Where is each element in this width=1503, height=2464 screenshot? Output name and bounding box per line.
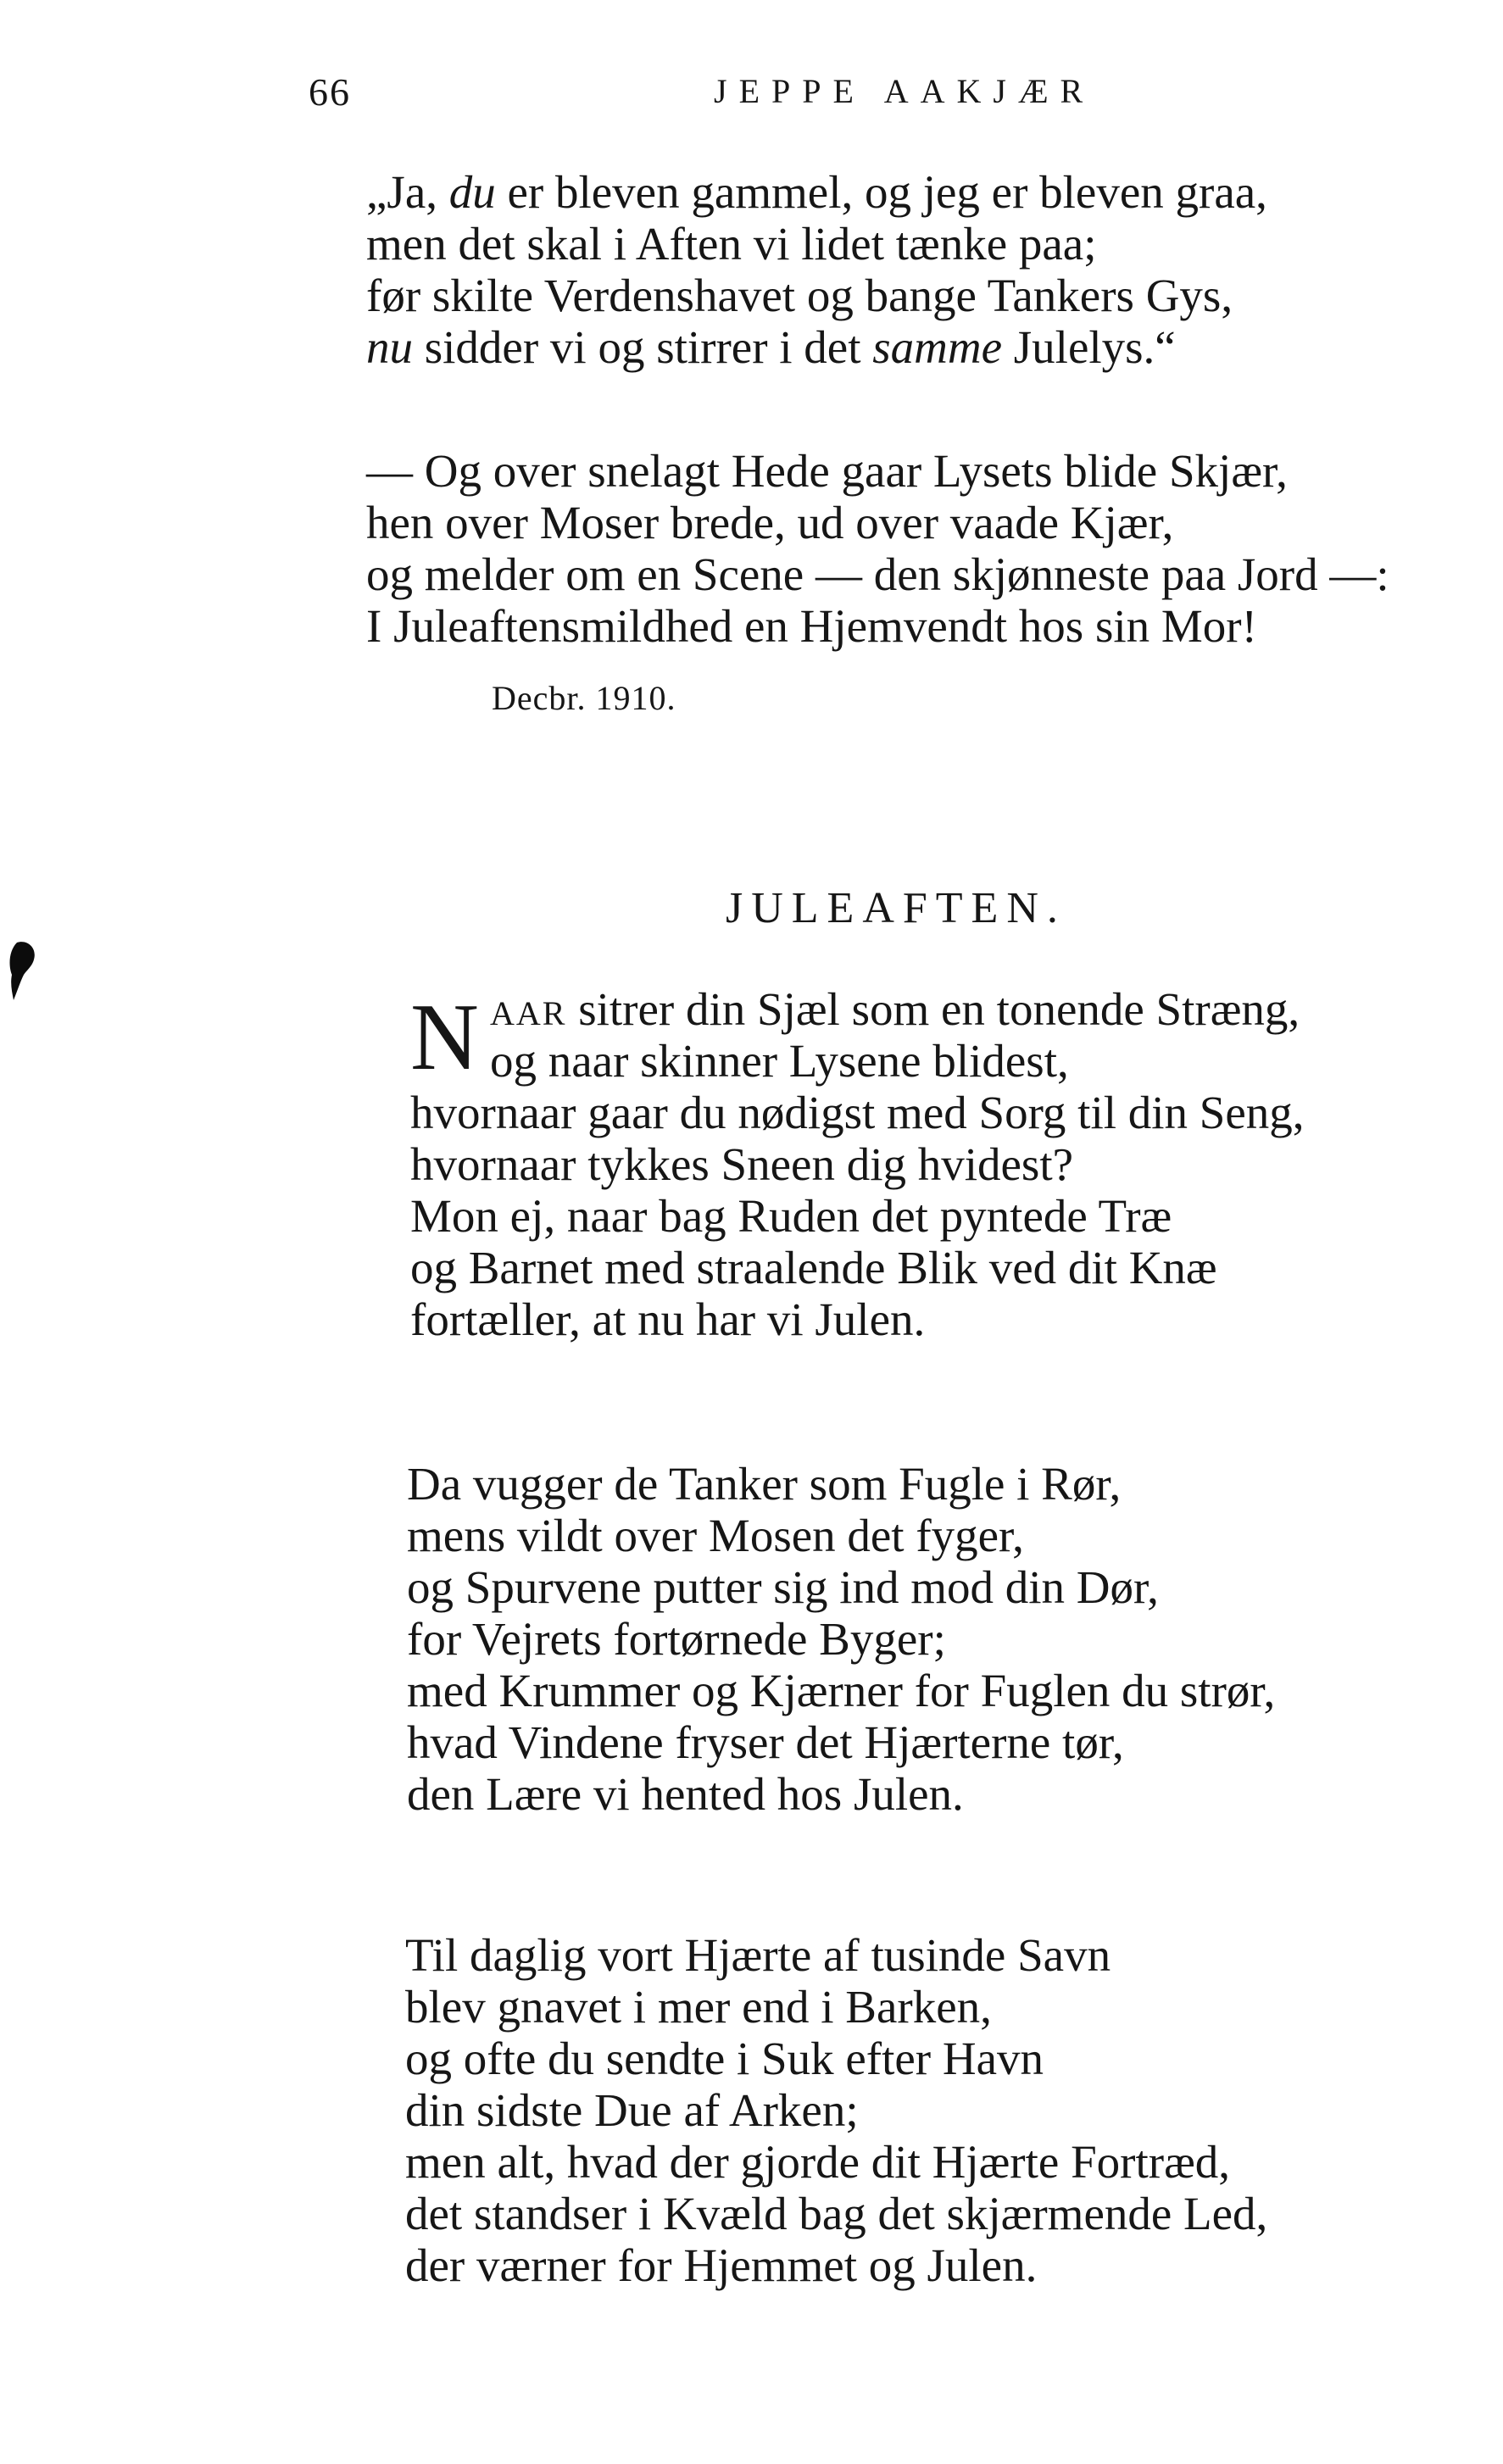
poem-line: og ofte du sendte i Suk efter Havn <box>405 2033 1044 2084</box>
poem-line: hvad Vindene fryser det Hjærterne tør, <box>407 1716 1124 1768</box>
previous-poem-stanza-2 <box>366 445 1389 652</box>
poem-line: fortæller, at nu har vi Julen. <box>410 1293 926 1345</box>
poem-line: din sidste Due af Arken; <box>405 2084 859 2136</box>
poem-line: hen over Moser brede, ud over vaade Kjær, <box>366 497 1174 548</box>
poem-line: hvornaar gaar du nødigst med Sorg til din Seng, <box>410 1087 1305 1138</box>
poem-line: den Lære vi hented hos Julen. <box>407 1768 964 1820</box>
poem-line: med Krummer og Kjærner for Fuglen du strør, <box>407 1665 1276 1716</box>
poem-line: „Ja, du er bleven gammel, og jeg er bleven graa, <box>366 166 1267 218</box>
poem-line: blev gnavet i mer end i Barken, <box>405 1981 992 2033</box>
poem-stanza-1 <box>410 983 1305 1345</box>
ink-blot-mark <box>8 941 37 1002</box>
dateline: Decbr. 1910. <box>492 679 676 717</box>
poem-line: Da vugger de Tanker som Fugle i Rør, <box>407 1458 1122 1510</box>
poem-line: Til daglig vort Hjærte af tusinde Savn <box>405 1929 1111 1981</box>
poem-line: men det skal i Aften vi lidet tænke paa; <box>366 218 1097 270</box>
poem-line: for Vejrets fortørnede Byger; <box>407 1613 946 1665</box>
poem-line: I Juleaftensmildhed en Hjemvendt hos sin Mor! <box>366 600 1257 652</box>
poem-line: der værner for Hjemmet og Julen. <box>405 2239 1038 2291</box>
poem-line: Mon ej, naar bag Ruden det pyntede Træ <box>410 1190 1172 1242</box>
drop-cap: N <box>410 985 479 1090</box>
poem-line: det standser i Kvæld bag det skjærmende Led, <box>405 2188 1268 2239</box>
poem-line: mens vildt over Mosen det fyger, <box>407 1510 1024 1561</box>
page-number: 66 <box>309 70 351 114</box>
poem-stanza-3 <box>405 1929 1267 2291</box>
poem-line: og melder om en Scene — den skjønneste paa Jord —: <box>366 548 1389 600</box>
poem-line: og Spurvene putter sig ind mod din Dør, <box>407 1561 1159 1613</box>
running-title: JEPPE AAKJÆR <box>714 72 1095 110</box>
poem-title: JULEAFTEN. <box>726 884 1066 932</box>
poem-line: nu sidder vi og stirrer i det samme Julelys.“ <box>366 321 1176 373</box>
poem-line: før skilte Verdenshavet og bange Tankers Gys, <box>366 270 1233 321</box>
poem-line: hvornaar tykkes Sneen dig hvidest? <box>410 1138 1074 1190</box>
poem-line: — Og over snelagt Hede gaar Lysets blide Skjær, <box>366 445 1288 497</box>
previous-poem-stanza-1 <box>366 166 1267 373</box>
poem-stanza-2 <box>407 1458 1275 1820</box>
poem-line: og naar skinner Lysene blidest, <box>490 1035 1069 1087</box>
poem-line: og Barnet med straalende Blik ved dit Knæ <box>410 1242 1217 1293</box>
poem-line: men alt, hvad der gjorde dit Hjærte Fortræd, <box>405 2136 1231 2188</box>
poem-line: AAR sitrer din Sjæl som en tonende Stræng, <box>490 983 1300 1035</box>
